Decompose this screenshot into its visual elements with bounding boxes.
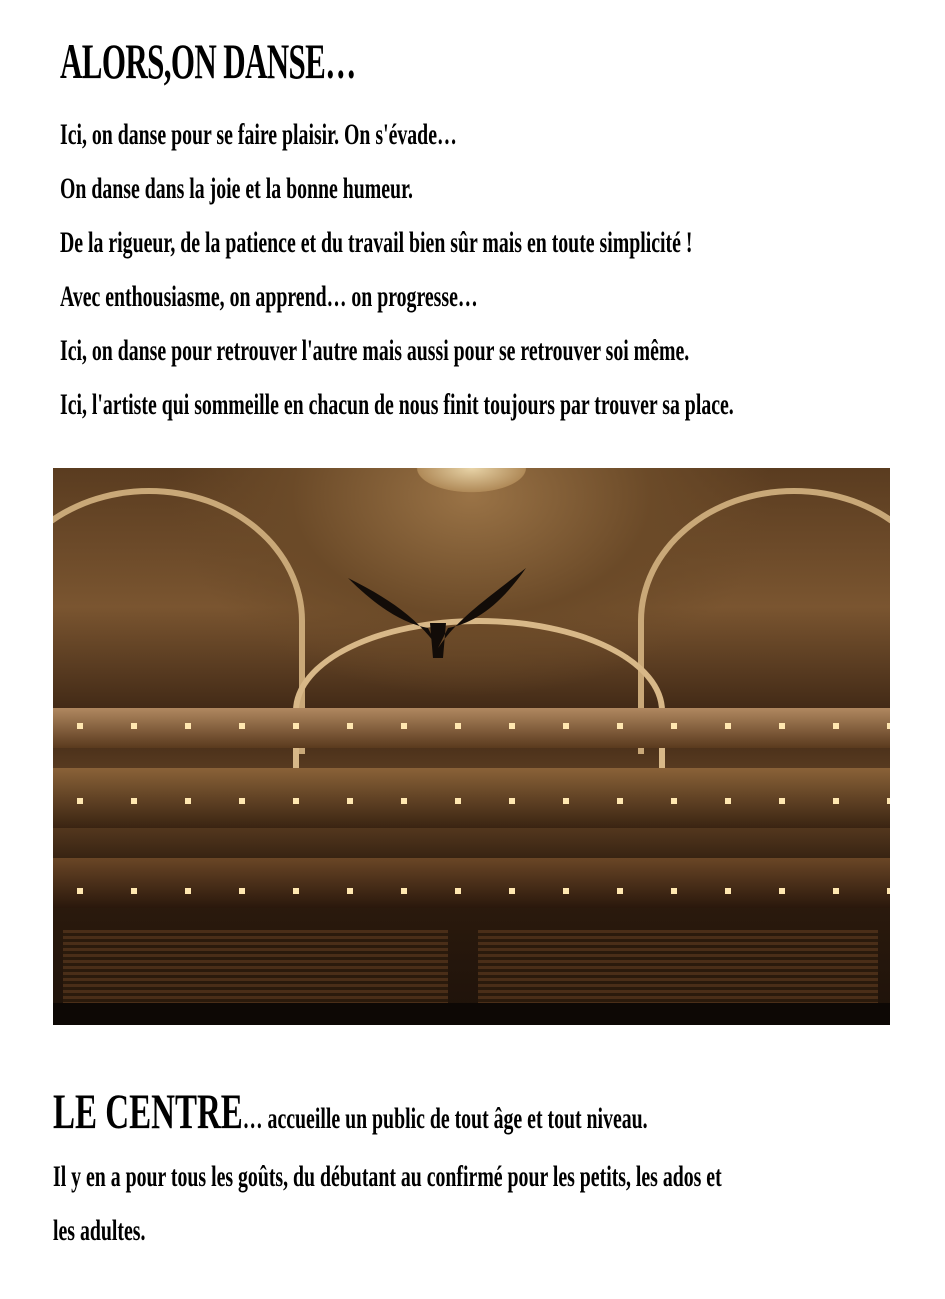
theater-photo: [53, 468, 890, 1025]
intro-line: Ici, on danse pour retrouver l'autre mais aussi pour se retrouver soi même.: [60, 334, 690, 367]
lower-balcony: [53, 858, 890, 908]
intro-line: On danse dans la joie et la bonne humeur.: [60, 172, 413, 205]
seating-right: [478, 930, 878, 1005]
balcony-lights: [53, 798, 890, 804]
stage-edge: [53, 1003, 890, 1025]
intro-line: Ici, on danse pour se faire plaisir. On s'évade…: [60, 118, 457, 151]
balcony-lights: [53, 723, 890, 729]
centre-line: Il y en a pour tous les goûts, du débutant au confirmé pour les petits, les ados et: [53, 1160, 722, 1193]
balcony-lights: [53, 888, 890, 894]
centre-lead: accueille un public de tout âge et tout niveau.: [262, 1102, 648, 1135]
centre-line: les adultes.: [53, 1214, 146, 1247]
intro-line: Avec enthousiasme, on apprend… on progresse…: [60, 280, 478, 313]
intro-line: De la rigueur, de la patience et du travail bien sûr mais en toute simplicité !: [60, 226, 693, 259]
centre-heading: LE CENTRE: [53, 1083, 243, 1139]
eagle-silhouette: [348, 568, 528, 658]
page-title: ALORS,ON DANSE…: [60, 33, 356, 89]
seating-left: [63, 930, 448, 1005]
intro-line: Ici, l'artiste qui sommeille en chacun de nous finit toujours par trouver sa place.: [60, 388, 734, 421]
centre-ellipsis: …: [242, 1102, 263, 1135]
centre-heading-line: [53, 1082, 648, 1140]
